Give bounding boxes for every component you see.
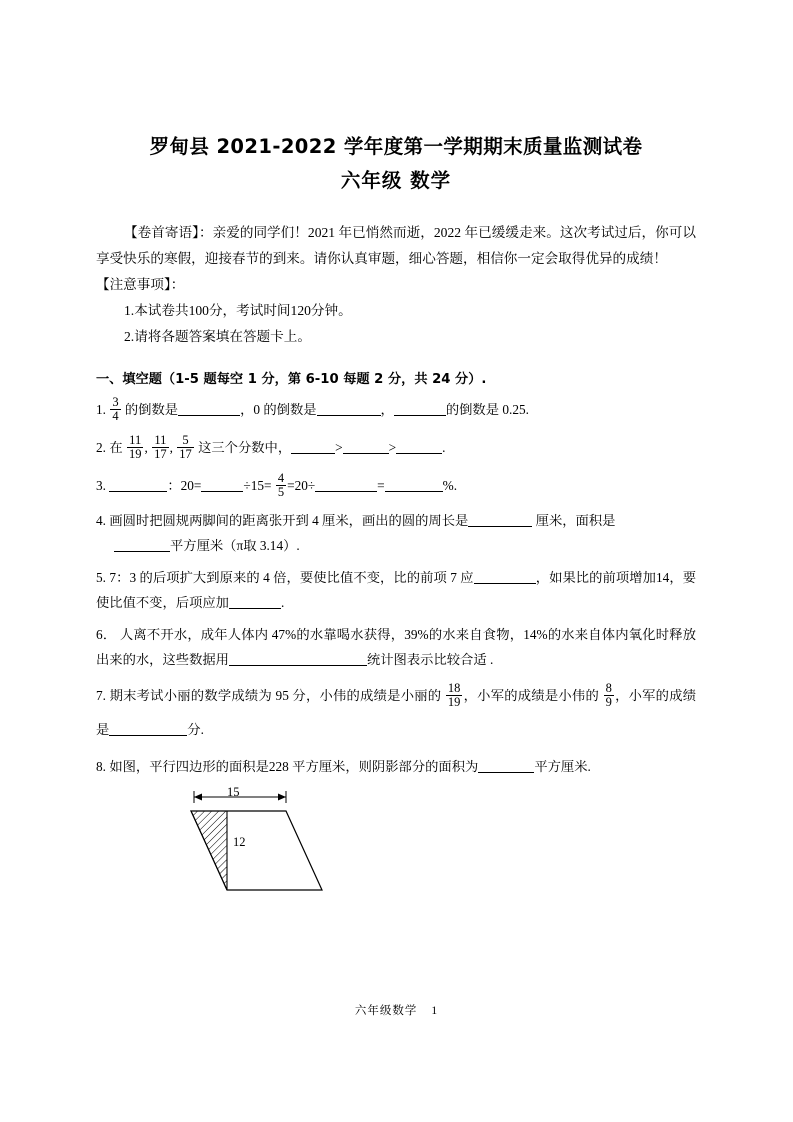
answer-blank[interactable] [343, 440, 389, 454]
question-3-part3: =20÷ [287, 478, 316, 493]
answer-blank[interactable] [201, 478, 243, 492]
question-2: 2. 在 $\frac{11}{19}$ , $\frac{11}{17}$ , $\frac{5}{17}$ 这三个分数中， > > . [96, 433, 446, 462]
fraction-denominator: 17 [154, 447, 167, 462]
parallelogram-svg [96, 785, 436, 903]
greater-than-1: > [335, 440, 343, 455]
answer-blank[interactable] [394, 402, 446, 416]
question-1-part4: 的倒数是 0.25. [445, 402, 529, 417]
answer-blank[interactable] [317, 402, 381, 416]
fraction-8-over-9 [604, 682, 614, 709]
page-subtitle: 六年级 数学 [340, 169, 452, 192]
fraction-denominator: 9 [605, 695, 612, 710]
notice-label: 【注意事项】： [96, 277, 185, 292]
question-4-text3: 平方厘米（π取 3.14）. [170, 538, 300, 553]
question-1-part1: 的倒数是 [124, 402, 179, 417]
question-5-text2: ，如果比的前项增加14，要使比值不变，后项应加 [96, 570, 696, 610]
answer-blank[interactable] [396, 440, 442, 454]
question-6-text2: 统计图表示比较合适 . [366, 652, 494, 667]
question-6-text1: 人离不开水，成年人体内 47%的水靠喝水获得，39%的水来自食物，14%的水来自体内氧化时释放出来的水，这些数据用 [96, 627, 697, 667]
footer-page-number: 1 [431, 1005, 439, 1017]
intro-paragraph [96, 220, 696, 272]
question-2-part1: 这三个分数中， [198, 440, 292, 455]
question-7-text1: 期末考试小丽的数学成绩为 95 分，小伟的成绩是小丽的 [109, 688, 442, 703]
answer-blank[interactable] [385, 478, 443, 492]
parallelogram-figure [96, 785, 696, 903]
intro-label: 【卷首寄语】： [124, 225, 213, 240]
answer-blank[interactable] [109, 478, 167, 492]
question-5 [96, 565, 696, 615]
fraction-denominator: 17 [179, 447, 192, 462]
answer-blank[interactable] [229, 652, 367, 666]
question-4-text2: 厘米，面积是 [535, 513, 616, 528]
fraction-denominator: 4 [112, 409, 119, 424]
arrow-left [194, 794, 202, 801]
question-3-number: 3. [96, 478, 106, 493]
question-1-part2: ，0 的倒数是 [240, 402, 317, 417]
question-3-part5: %. [442, 478, 458, 493]
fraction-5-over-17 [177, 434, 194, 461]
question-8-number: 8. [96, 759, 106, 774]
fraction-numerator: 4 [277, 471, 285, 486]
answer-blank[interactable] [291, 440, 335, 454]
intro-text: 亲爱的同学们！2021 年已悄然而逝，2022 年已缓缓走来。这次考试过后，你可以享受快乐的寒假，迎接春节的到来。请你认真审题，细心答题，相信你一定会取得优异的成绩！ [96, 225, 697, 266]
answer-blank[interactable] [109, 722, 187, 736]
fraction-denominator: 19 [447, 695, 461, 710]
answer-blank[interactable] [468, 513, 532, 527]
question-5-text3: . [280, 595, 285, 610]
question-3-part2: ÷15= [243, 478, 272, 493]
page-title: 罗甸县 2021-2022 学年度第一学期期末质量监测试卷 [149, 135, 643, 158]
question-1-part3: ， [380, 402, 394, 417]
fraction-numerator: 18 [447, 681, 461, 696]
question-5-number: 5. [96, 570, 106, 585]
figure-height-label: 12 [233, 835, 246, 849]
notice-item-1: 1.本试卷共100分，考试时间120分钟。 [124, 303, 352, 318]
fraction-18-over-19 [446, 682, 463, 709]
shaded-triangle [191, 811, 227, 890]
question-7-text4: 分. [187, 722, 204, 737]
fraction-denominator: 19 [128, 447, 142, 462]
question-1-number: 1. [96, 402, 106, 417]
fraction-11-over-17 [152, 434, 169, 461]
fraction-numerator: 5 [177, 434, 194, 448]
fraction-numerator: 11 [152, 434, 169, 448]
question-6-number: 6． [96, 627, 117, 642]
greater-than-2: > [388, 440, 397, 455]
question-8 [96, 754, 696, 779]
question-6 [96, 622, 696, 672]
answer-blank[interactable] [478, 759, 534, 773]
question-7-text3: ，小军的成绩是 [96, 688, 697, 737]
question-4 [96, 508, 696, 558]
question-5-text1: 7：3 的后项扩大到原来的 4 倍，要使比值不变，比的前项 7 应 [109, 570, 474, 585]
question-2-part2: . [442, 440, 446, 455]
fraction-numerator: 11 [127, 434, 144, 448]
answer-blank[interactable] [229, 595, 281, 609]
question-8-text2: 平方厘米. [534, 759, 591, 774]
arrow-right [278, 794, 286, 801]
fraction-11-over-19 [127, 434, 144, 461]
question-2-number: 2. [96, 440, 106, 455]
page-footer [0, 1002, 793, 1018]
question-7-number: 7. [96, 688, 106, 703]
question-7-text2: ，小军的成绩是小伟的 [463, 688, 599, 703]
question-8-text1: 如图，平行四边形的面积是228 平方厘米，则阴影部分的面积为 [109, 759, 479, 774]
answer-blank[interactable] [114, 538, 170, 552]
answer-blank[interactable] [178, 402, 240, 416]
fraction-4-over-5 [276, 472, 286, 499]
question-1 [96, 394, 696, 425]
notice-item-2: 2.请将各题答案填在答题卡上。 [124, 329, 311, 344]
fraction-numerator: 3 [112, 395, 119, 410]
question-7 [96, 679, 696, 747]
fraction-denominator: 5 [277, 485, 285, 500]
answer-blank[interactable] [474, 570, 536, 584]
answer-blank[interactable] [315, 478, 377, 492]
question-4-number: 4. [96, 513, 106, 528]
question-4-text1: 画圆时把圆规两脚间的距离张开到 4 厘米，画出的圆的周长是 [109, 513, 469, 528]
footer-text: 六年级数学 [354, 1003, 418, 1017]
fraction-3-over-4 [110, 396, 120, 423]
fraction-numerator: 8 [605, 681, 612, 696]
question-2-part0: 在 [109, 440, 123, 455]
question-3 [96, 470, 696, 501]
page-content [96, 130, 696, 903]
question-3-part1: ：20= [167, 478, 202, 493]
figure-top-label: 15 [227, 785, 240, 799]
question-3-part4: = [377, 478, 385, 493]
section-heading-fill-in-blank: 一、填空题（1-5 题每空 1 分，第 6-10 每题 2 分，共 24 分）. [96, 372, 487, 387]
